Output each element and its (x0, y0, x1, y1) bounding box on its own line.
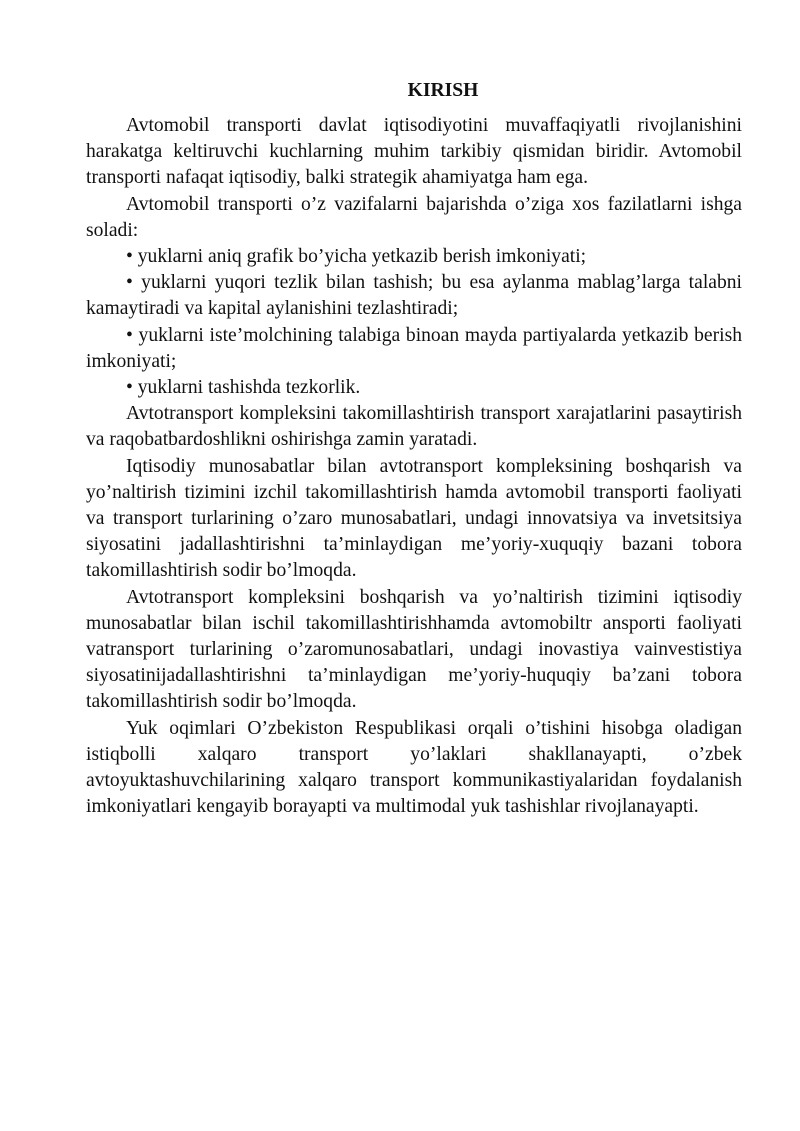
document-page (86, 78, 742, 820)
document-title: KIRISH (407, 80, 479, 101)
bullet-item-small-batches: • yuklarni iste’molchining talabiga binoan mayda partiyalarda yetkazib berish imkoniyati; (86, 324, 742, 372)
paragraph-qualities: Avtomobil transporti o’z vazifalarni bajarishda o’ziga xos fazilatlarni ishga soladi: (86, 193, 742, 241)
paragraph-improvement: Avtotransport kompleksini takomillashtirish transport xarajatlarini pasaytirish va raqobatbardoshlikni oshirishga zamin yaratadi. (86, 403, 742, 451)
bullet-item-schedule: • yuklarni aniq grafik bo’yicha yetkazib berish imkoniyati; (126, 246, 587, 268)
bullet-item-promptness: • yuklarni tashishda tezkorlik. (126, 377, 361, 399)
bullet-item-speed: • yuklarni yuqori tezlik bilan tashish; bu esa aylanma mablag’larga talabni kamaytiradi va kapital aylanishini tezlashtiradi; (86, 272, 742, 320)
paragraph-management: Avtotransport kompleksini boshqarish va yo’naltirish tizimini iqtisodiy munosabatlar bilan ischil takomillashtirishhamda avtomobiltr ansporti faoliyati vatransport turlarining o’zaromunosabatlari, undagi inovastiya vainvestistiya siyosatinijadallashtirishni ta’minlaydigan me’yoriy-huquqiy ba’zani tobora takomillashtirish sodir bo’lmoqda. (86, 586, 742, 713)
paragraph-intro: Avtomobil transporti davlat iqtisodiyotini muvaffaqiyatli rivojlanishini harakatga keltiruvchi kuchlarning muhim tarkibiy qismidan biridir. Avtomobil transporti nafaqat iqtisodiy, balki strategik ahamiyatga ham ega. (86, 115, 742, 189)
paragraph-corridors: Yuk oqimlari O’zbekiston Respublikasi orqali o’tishini hisobga oladigan istiqbolli xalqaro transport yo’laklari shakllanayapti, o’zbek avtoyuktashuvchilarining xalqaro transport kommunikastiyalaridan foydalanish imkoniyatlari kengayib borayapti va multimodal yuk tashishlar rivojlanayapti. (86, 717, 742, 818)
paragraph-economic-relations: Iqtisodiy munosabatlar bilan avtotransport kompleksining boshqarish va yo’naltirish tizimini izchil takomillashtirish hamda avtomobil transporti faoliyati va transport turlarining o’zaro munosabatlari, undagi innovatsiya va invetsitsiya siyosatini jadallashtirishni ta’minlaydigan me’yoriy-xuquqiy bazani tobora takomillashtirish sodir bo’lmoqda. (86, 455, 742, 582)
